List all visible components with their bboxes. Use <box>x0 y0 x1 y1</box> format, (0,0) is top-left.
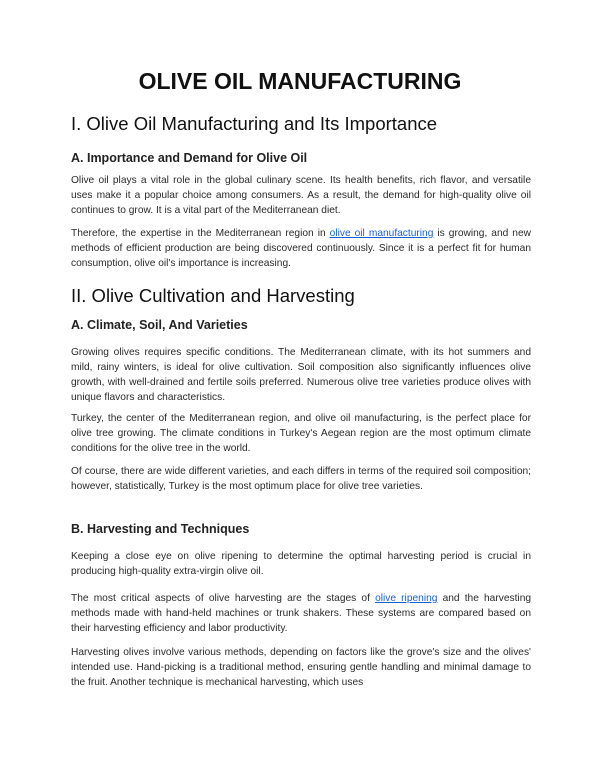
paragraph-text: Therefore, the expertise in the Mediterranean region in <box>71 228 330 239</box>
section-2a-heading: A. Climate, Soil, And Varieties <box>71 318 248 332</box>
section-2a-paragraph-3: Of course, there are wide different varieties, and each differs in terms of the required soil composition; however, statistically, Turkey is the most optimum place for olive tree varieties. <box>71 466 531 492</box>
paragraph-text: is growing, and new methods of efficient production are being discovered continuously. Since it is a perfect fit for human consumption, olive oil's importance is increasing. <box>71 228 531 269</box>
paragraph-text: and the harvesting methods made with hand-held machines or trunk shakers. These systems are compared based on their harvesting efficiency and labor productivity. <box>71 593 532 634</box>
section-2b-paragraph-3: Harvesting olives involve various methods, depending on factors like the grove's size and the olives' intended use. Hand-picking is a traditional method, ensuring gentle handling and minimal damage to the fruit. Another technique is mechanical harvesting, which uses <box>71 647 531 688</box>
section-2a-paragraph-1: Growing olives requires specific conditions. The Mediterranean climate, with its hot summers and mild, rainy winters, is ideal for olive cultivation. Soil composition also significantly influences olive growth, with well-drained and fertile soils preferred. Numerous olive tree varieties produce olives with unique flavors and characteristics. <box>71 347 531 403</box>
section-2b-paragraph-1: Keeping a close eye on olive ripening to determine the optimal harvesting period is crucial in producing high-quality extra-virgin olive oil. <box>71 551 531 577</box>
section-1a-paragraph-1: Olive oil plays a vital role in the global culinary scene. Its health benefits, rich flavor, and versatile uses make it a popular choice among consumers. As a result, the demand for high-quality olive oil continues to grow. It is a vital part of the Mediterranean diet. <box>71 175 531 216</box>
section-2a-paragraph-2: Turkey, the center of the Mediterranean region, and olive oil manufacturing, is the perfect place for olive tree growing. The climate conditions in Turkey's Aegean region are the most optimum climate conditions for the olive tree in the world. <box>71 413 531 454</box>
olive-oil-manufacturing-link[interactable]: olive oil manufacturing <box>329 228 434 239</box>
section-1-heading: I. Olive Oil Manufacturing and Its Importance <box>71 113 438 134</box>
olive-ripening-link[interactable]: olive ripening <box>375 593 438 604</box>
section-2-heading: II. Olive Cultivation and Harvesting <box>71 285 355 306</box>
section-1a-heading: A. Importance and Demand for Olive Oil <box>71 151 308 165</box>
section-2b-heading: B. Harvesting and Techniques <box>71 522 250 536</box>
section-2b-paragraph-2 <box>71 591 531 636</box>
page-title: OLIVE OIL MANUFACTURING <box>138 68 462 94</box>
section-1a-paragraph-2 <box>71 226 531 271</box>
paragraph-text: The most critical aspects of olive harvesting are the stages of <box>71 593 376 604</box>
